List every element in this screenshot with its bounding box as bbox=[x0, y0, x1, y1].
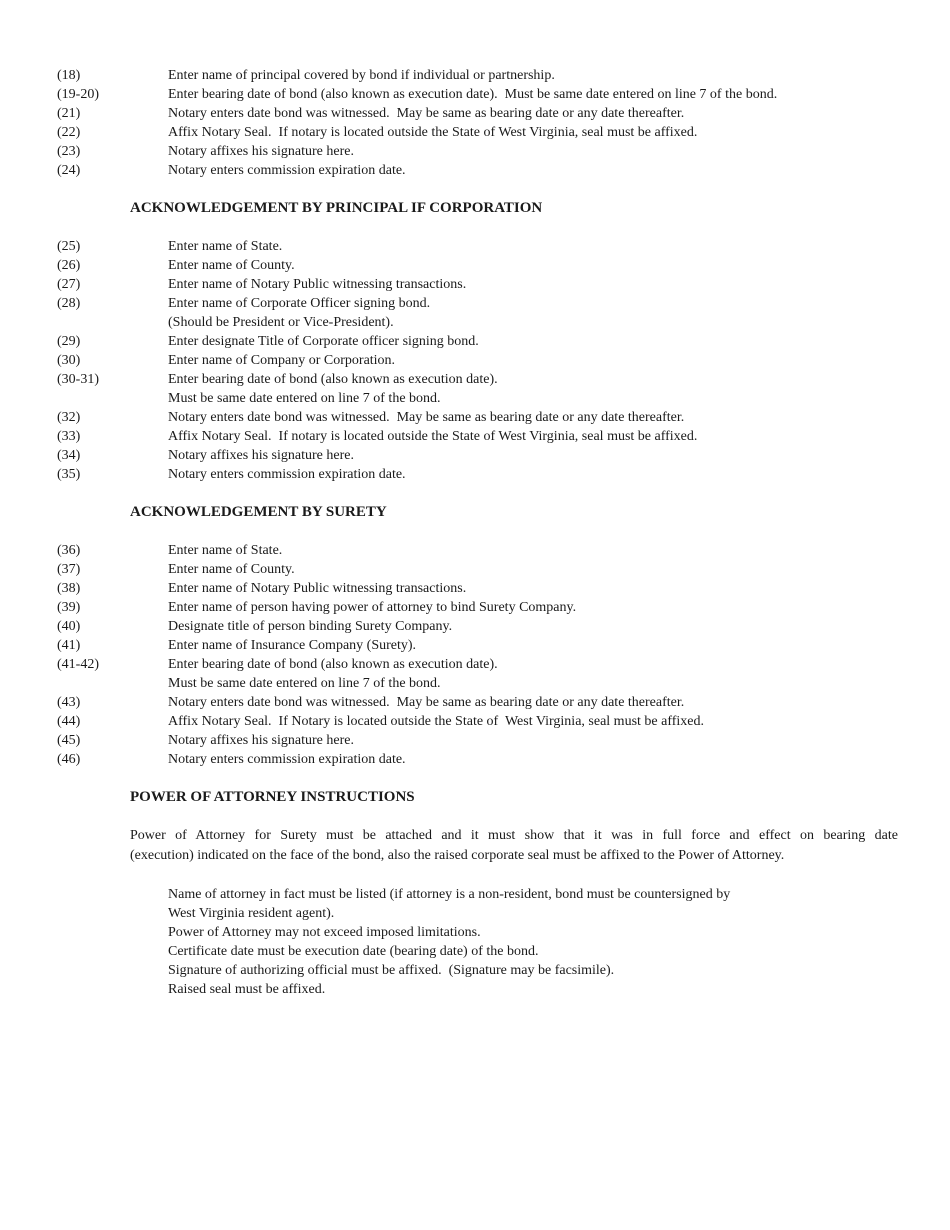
instruction-row bbox=[0, 408, 950, 427]
item-text: Enter name of principal covered by bond if individual or partnership. bbox=[168, 68, 555, 83]
item-number: (22) bbox=[57, 125, 81, 140]
poa-paragraph-line: (execution) indicated on the face of the bond, also the raised corporate seal must be affixed to the Power of Attorney. bbox=[130, 848, 785, 863]
item-text: Enter bearing date of bond (also known as execution date). Must be same date entered on line 7 of the bond. bbox=[168, 87, 778, 102]
item-number: (26) bbox=[57, 258, 81, 273]
section-heading-power-of-attorney: POWER OF ATTORNEY INSTRUCTIONS bbox=[130, 789, 415, 805]
instruction-row bbox=[0, 465, 950, 484]
item-number: (28) bbox=[57, 296, 81, 311]
poa-note-line: Name of attorney in fact must be listed (if attorney is a non-resident, bond must be countersigned by bbox=[168, 887, 731, 902]
instruction-row bbox=[0, 617, 950, 636]
instruction-row bbox=[0, 560, 950, 579]
item-text: Notary affixes his signature here. bbox=[168, 448, 354, 463]
item-text: Designate title of person binding Surety Company. bbox=[168, 619, 453, 634]
item-text: Must be same date entered on line 7 of the bond. bbox=[168, 676, 441, 691]
item-text: Enter name of County. bbox=[168, 258, 295, 273]
item-text: Enter bearing date of bond (also known as execution date). bbox=[168, 372, 498, 387]
item-number: (29) bbox=[57, 334, 81, 349]
item-number bbox=[57, 674, 168, 693]
item-number: (30-31) bbox=[57, 372, 99, 387]
item-number: (23) bbox=[57, 144, 81, 159]
item-text: Enter name of State. bbox=[168, 239, 283, 254]
item-text: Enter name of Notary Public witnessing transactions. bbox=[168, 277, 467, 292]
instruction-row bbox=[0, 237, 950, 256]
item-text: Notary enters date bond was witnessed. May be same as bearing date or any date thereafter. bbox=[168, 695, 685, 710]
instruction-row bbox=[0, 123, 950, 142]
item-number: (30) bbox=[57, 353, 81, 368]
item-number: (41-42) bbox=[57, 657, 99, 672]
instruction-section bbox=[0, 199, 950, 484]
item-number: (45) bbox=[57, 733, 81, 748]
poa-note-line: Power of Attorney may not exceed imposed limitations. bbox=[168, 925, 481, 940]
instruction-section bbox=[0, 503, 950, 769]
item-text: Enter bearing date of bond (also known as execution date). bbox=[168, 657, 498, 672]
item-number: (33) bbox=[57, 429, 81, 444]
item-text: Enter name of Insurance Company (Surety). bbox=[168, 638, 417, 653]
item-text: Notary enters date bond was witnessed. May be same as bearing date or any date thereafter. bbox=[168, 410, 685, 425]
item-text: Enter name of Company or Corporation. bbox=[168, 353, 396, 368]
instruction-row bbox=[0, 712, 950, 731]
instruction-row bbox=[0, 655, 950, 674]
item-text: Notary affixes his signature here. bbox=[168, 733, 354, 748]
instruction-row bbox=[0, 332, 950, 351]
item-number: (24) bbox=[57, 163, 81, 178]
instruction-row bbox=[0, 294, 950, 313]
item-text: Enter name of Notary Public witnessing transactions. bbox=[168, 581, 467, 596]
section-heading: ACKNOWLEDGEMENT BY PRINCIPAL IF CORPORATION bbox=[130, 200, 543, 216]
item-number: (46) bbox=[57, 752, 81, 767]
instruction-row bbox=[0, 370, 950, 389]
instruction-row bbox=[0, 674, 950, 693]
item-number: (38) bbox=[57, 581, 81, 596]
poa-note-line: Signature of authorizing official must be affixed. (Signature may be facsimile). bbox=[168, 963, 615, 978]
item-text: Affix Notary Seal. If Notary is located outside the State of West Virginia, seal must be affixed. bbox=[168, 714, 705, 729]
instruction-row bbox=[0, 636, 950, 655]
item-number: (25) bbox=[57, 239, 81, 254]
item-text: Notary enters commission expiration date. bbox=[168, 752, 406, 767]
instruction-row bbox=[0, 142, 950, 161]
item-number: (34) bbox=[57, 448, 81, 463]
instruction-row bbox=[0, 731, 950, 750]
item-number: (39) bbox=[57, 600, 81, 615]
instruction-row bbox=[0, 104, 950, 123]
instruction-section bbox=[0, 66, 950, 180]
instruction-row bbox=[0, 389, 950, 408]
item-text: Affix Notary Seal. If notary is located outside the State of West Virginia, seal must be affixed. bbox=[168, 429, 698, 444]
item-number bbox=[57, 313, 168, 332]
instruction-row bbox=[0, 161, 950, 180]
item-number: (18) bbox=[57, 68, 81, 83]
poa-note-line: Raised seal must be affixed. bbox=[168, 982, 326, 997]
item-text: Notary affixes his signature here. bbox=[168, 144, 354, 159]
item-text: Must be same date entered on line 7 of the bond. bbox=[168, 391, 441, 406]
poa-note-line: West Virginia resident agent). bbox=[168, 906, 335, 921]
section-heading: ACKNOWLEDGEMENT BY SURETY bbox=[130, 504, 387, 520]
instruction-row bbox=[0, 256, 950, 275]
instruction-row bbox=[0, 351, 950, 370]
item-text: (Should be President or Vice-President). bbox=[168, 315, 394, 330]
item-text: Notary enters commission expiration date. bbox=[168, 467, 406, 482]
item-number bbox=[57, 389, 168, 408]
power-of-attorney-section bbox=[0, 788, 950, 999]
poa-note-line: Certificate date must be execution date (bearing date) of the bond. bbox=[168, 944, 539, 959]
instruction-row bbox=[0, 275, 950, 294]
item-text: Enter name of person having power of attorney to bind Surety Company. bbox=[168, 600, 577, 615]
instruction-row bbox=[0, 427, 950, 446]
poa-paragraph-line: Power of Attorney for Surety must be attached and it must show that it was in full force and effect on bearing date bbox=[130, 828, 898, 843]
item-text: Enter designate Title of Corporate officer signing bond. bbox=[168, 334, 479, 349]
item-text: Notary enters commission expiration date. bbox=[168, 163, 406, 178]
item-text: Enter name of County. bbox=[168, 562, 295, 577]
instruction-row bbox=[0, 446, 950, 465]
item-number: (27) bbox=[57, 277, 81, 292]
item-number: (32) bbox=[57, 410, 81, 425]
poa-paragraph bbox=[130, 826, 898, 866]
instruction-row bbox=[0, 579, 950, 598]
instruction-row bbox=[0, 85, 950, 104]
item-text: Enter name of State. bbox=[168, 543, 283, 558]
instruction-row bbox=[0, 313, 950, 332]
item-number: (41) bbox=[57, 638, 81, 653]
item-number: (35) bbox=[57, 467, 81, 482]
instruction-row bbox=[0, 66, 950, 85]
item-number: (21) bbox=[57, 106, 81, 121]
item-number: (36) bbox=[57, 543, 81, 558]
instruction-row bbox=[0, 693, 950, 712]
poa-notes bbox=[0, 885, 950, 999]
item-text: Enter name of Corporate Officer signing bond. bbox=[168, 296, 431, 311]
item-number: (43) bbox=[57, 695, 81, 710]
item-text: Affix Notary Seal. If notary is located outside the State of West Virginia, seal must be affixed. bbox=[168, 125, 698, 140]
item-text: Notary enters date bond was witnessed. May be same as bearing date or any date thereafter. bbox=[168, 106, 685, 121]
instruction-sections bbox=[0, 66, 950, 769]
item-number: (44) bbox=[57, 714, 81, 729]
instruction-row bbox=[0, 598, 950, 617]
item-number: (40) bbox=[57, 619, 81, 634]
instruction-row bbox=[0, 750, 950, 769]
item-number: (19-20) bbox=[57, 87, 99, 102]
instruction-row bbox=[0, 541, 950, 560]
item-number: (37) bbox=[57, 562, 81, 577]
